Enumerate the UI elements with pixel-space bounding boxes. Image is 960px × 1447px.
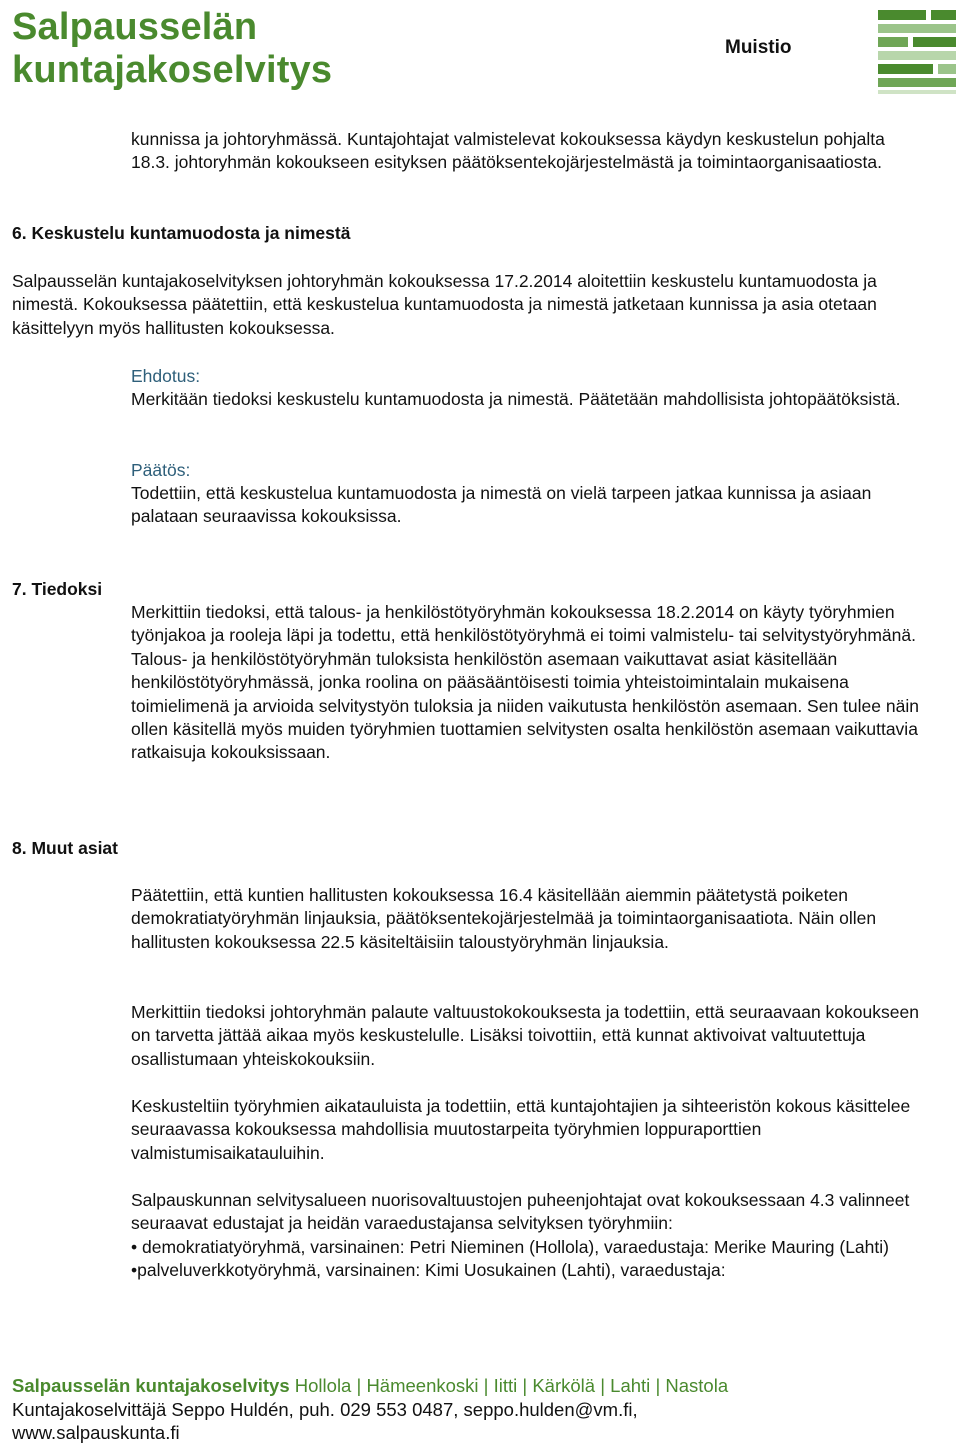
footer-municipality: Kärkölä: [532, 1375, 596, 1396]
section-7-body: Merkittiin tiedoksi, että talous- ja henkilöstötyöryhmän kokouksessa 18.2.2014 on käyty työryhmien työnjakoa ja rooleja läpi ja todettu, että henkilöstötyöryhmä ei toimi valmistelu- tai selvitystyöryhmänä. Talous- ja henkilöstötyöryhmän tuloksista henkilöstön asemaan vaikuttavat asiat käsitellään henkilöstötyöryhmässä, jonka roolina on pääsääntöisesti toimia yhteistoimintalain mukaisena toimielimenä ja arvioida selvitystyön tuloksia ja niiden vaikutusta henkilöstön asemaan. Sen tulee näin ollen käsitellä myös muiden työryhmien tuottamien selvitysten osalta henkilöstön asemaan vaikuttavia ratkaisuja kokouksissaan.: [131, 602, 919, 763]
brand-mark-icon: [878, 10, 956, 94]
footer-separator: |: [356, 1375, 362, 1396]
bullet-democracy-group: • demokratiatyöryhmä, varsinainen: Petri Nieminen (Hollola), varaedustaja: Merike Mauring (Lahti): [131, 1236, 889, 1257]
proposal-text: Merkitään tiedoksi keskustelu kuntamuodosta ja nimestä. Päätetään mahdollisista johtopäätöksistä.: [131, 389, 901, 409]
section-8-paragraph-3: Keskusteltiin työryhmien aikatauluista ja todettiin, että kuntajohtajien ja sihteeristön kokous käsittelee seuraavassa kokouksessa mahdollisia muutostarpeita työryhmien loppuraporttien valmistumisaikatauluihin.: [131, 1096, 911, 1163]
page-footer: [12, 1374, 942, 1445]
footer-separator: |: [655, 1375, 661, 1396]
section-8-paragraph-2: Merkittiin tiedoksi johtoryhmän palaute valtuustokokouksesta ja todettiin, että seuraavaan kokoukseen on tarvetta jättää aikaa myös keskustelulle. Lisäksi toivottiin, että kunnat aktivoivat valtuutettuja osallistumaan yhteiskokouksiin.: [131, 1002, 919, 1069]
footer-municipality: Iitti: [493, 1375, 518, 1396]
footer-separator: |: [600, 1375, 606, 1396]
intro-paragraph: kunnissa ja johtoryhmässä. Kuntajohtajat valmistelevat kokouksessa käydyn keskustelun pohjalta 18.3. johtoryhmän kokoukseen esityksen päätöksentekojärjestelmästä ja toimintaorganisaatiosta.: [131, 129, 885, 173]
decision-label: Päätös:: [131, 460, 191, 480]
footer-separator: |: [483, 1375, 489, 1396]
footer-org-line: [12, 1374, 942, 1398]
footer-contact: Kuntajakoselvittäjä Seppo Huldén, puh. 029 553 0487, seppo.hulden@vm.fi,: [12, 1398, 638, 1420]
footer-municipality: Hollola: [294, 1375, 352, 1396]
representatives-intro: Salpauskunnan selvitysalueen nuorisovaltuustojen puheenjohtajat ovat kokouksessaan 4.3 valinneet seuraavat edustajat ja heidän varaedustajansa selvityksen työryhmiin:: [131, 1190, 910, 1234]
section-8-heading: 8. Muut asiat: [12, 838, 118, 858]
logo-line-2: kuntajakoselvitys: [12, 49, 333, 91]
footer-municipality: Lahti: [610, 1375, 651, 1396]
organization-logo: [12, 8, 332, 89]
section-6-body: Salpausselän kuntajakoselvityksen johtoryhmän kokouksessa 17.2.2014 aloitettiin keskustelu kuntamuodosta ja nimestä. Kokouksessa päätettiin, että keskustelua kuntamuodosta ja nimestä jatketaan kunnissa ja asia otetaan käsittelyyn myös hallitusten kokouksessa.: [12, 271, 877, 338]
bullet-service-network-group: •palveluverkkotyöryhmä, varsinainen: Kimi Uosukainen (Lahti), varaedustaja:: [131, 1260, 726, 1281]
section-8-paragraph-1: Päätettiin, että kuntien hallitusten kokouksessa 16.4 käsitellään aiemmin päätetystä poiketen demokratiatyöryhmän linjauksia, päätöksentekojärjestelmää ja toimintaorganisaatiota. Näin ollen hallitusten kokouksessa 22.5 käsiteltäisiin taloustyöryhmän linjauksia.: [131, 885, 877, 952]
logo-line-1: Salpausselän: [12, 6, 258, 48]
decision-text: Todettiin, että keskustelua kuntamuodosta ja nimestä on vielä tarpeen jatkaa kunnissa ja asiaan palataan seuraavissa kokouksissa.: [131, 483, 872, 527]
footer-municipality: Hämeenkoski: [366, 1375, 479, 1396]
footer-website-link[interactable]: www.salpauskunta.fi: [12, 1422, 180, 1443]
proposal-label: Ehdotus:: [131, 366, 201, 386]
footer-separator: |: [522, 1375, 528, 1396]
footer-municipality: Nastola: [665, 1375, 729, 1396]
document-type: Muistio: [725, 37, 792, 58]
footer-org-name: Salpausselän kuntajakoselvitys: [12, 1375, 290, 1396]
section-7-heading: 7. Tiedoksi: [12, 579, 103, 599]
section-8-paragraph-4: [131, 1189, 921, 1283]
section-6-heading: 6. Keskustelu kuntamuodosta ja nimestä: [12, 223, 351, 243]
